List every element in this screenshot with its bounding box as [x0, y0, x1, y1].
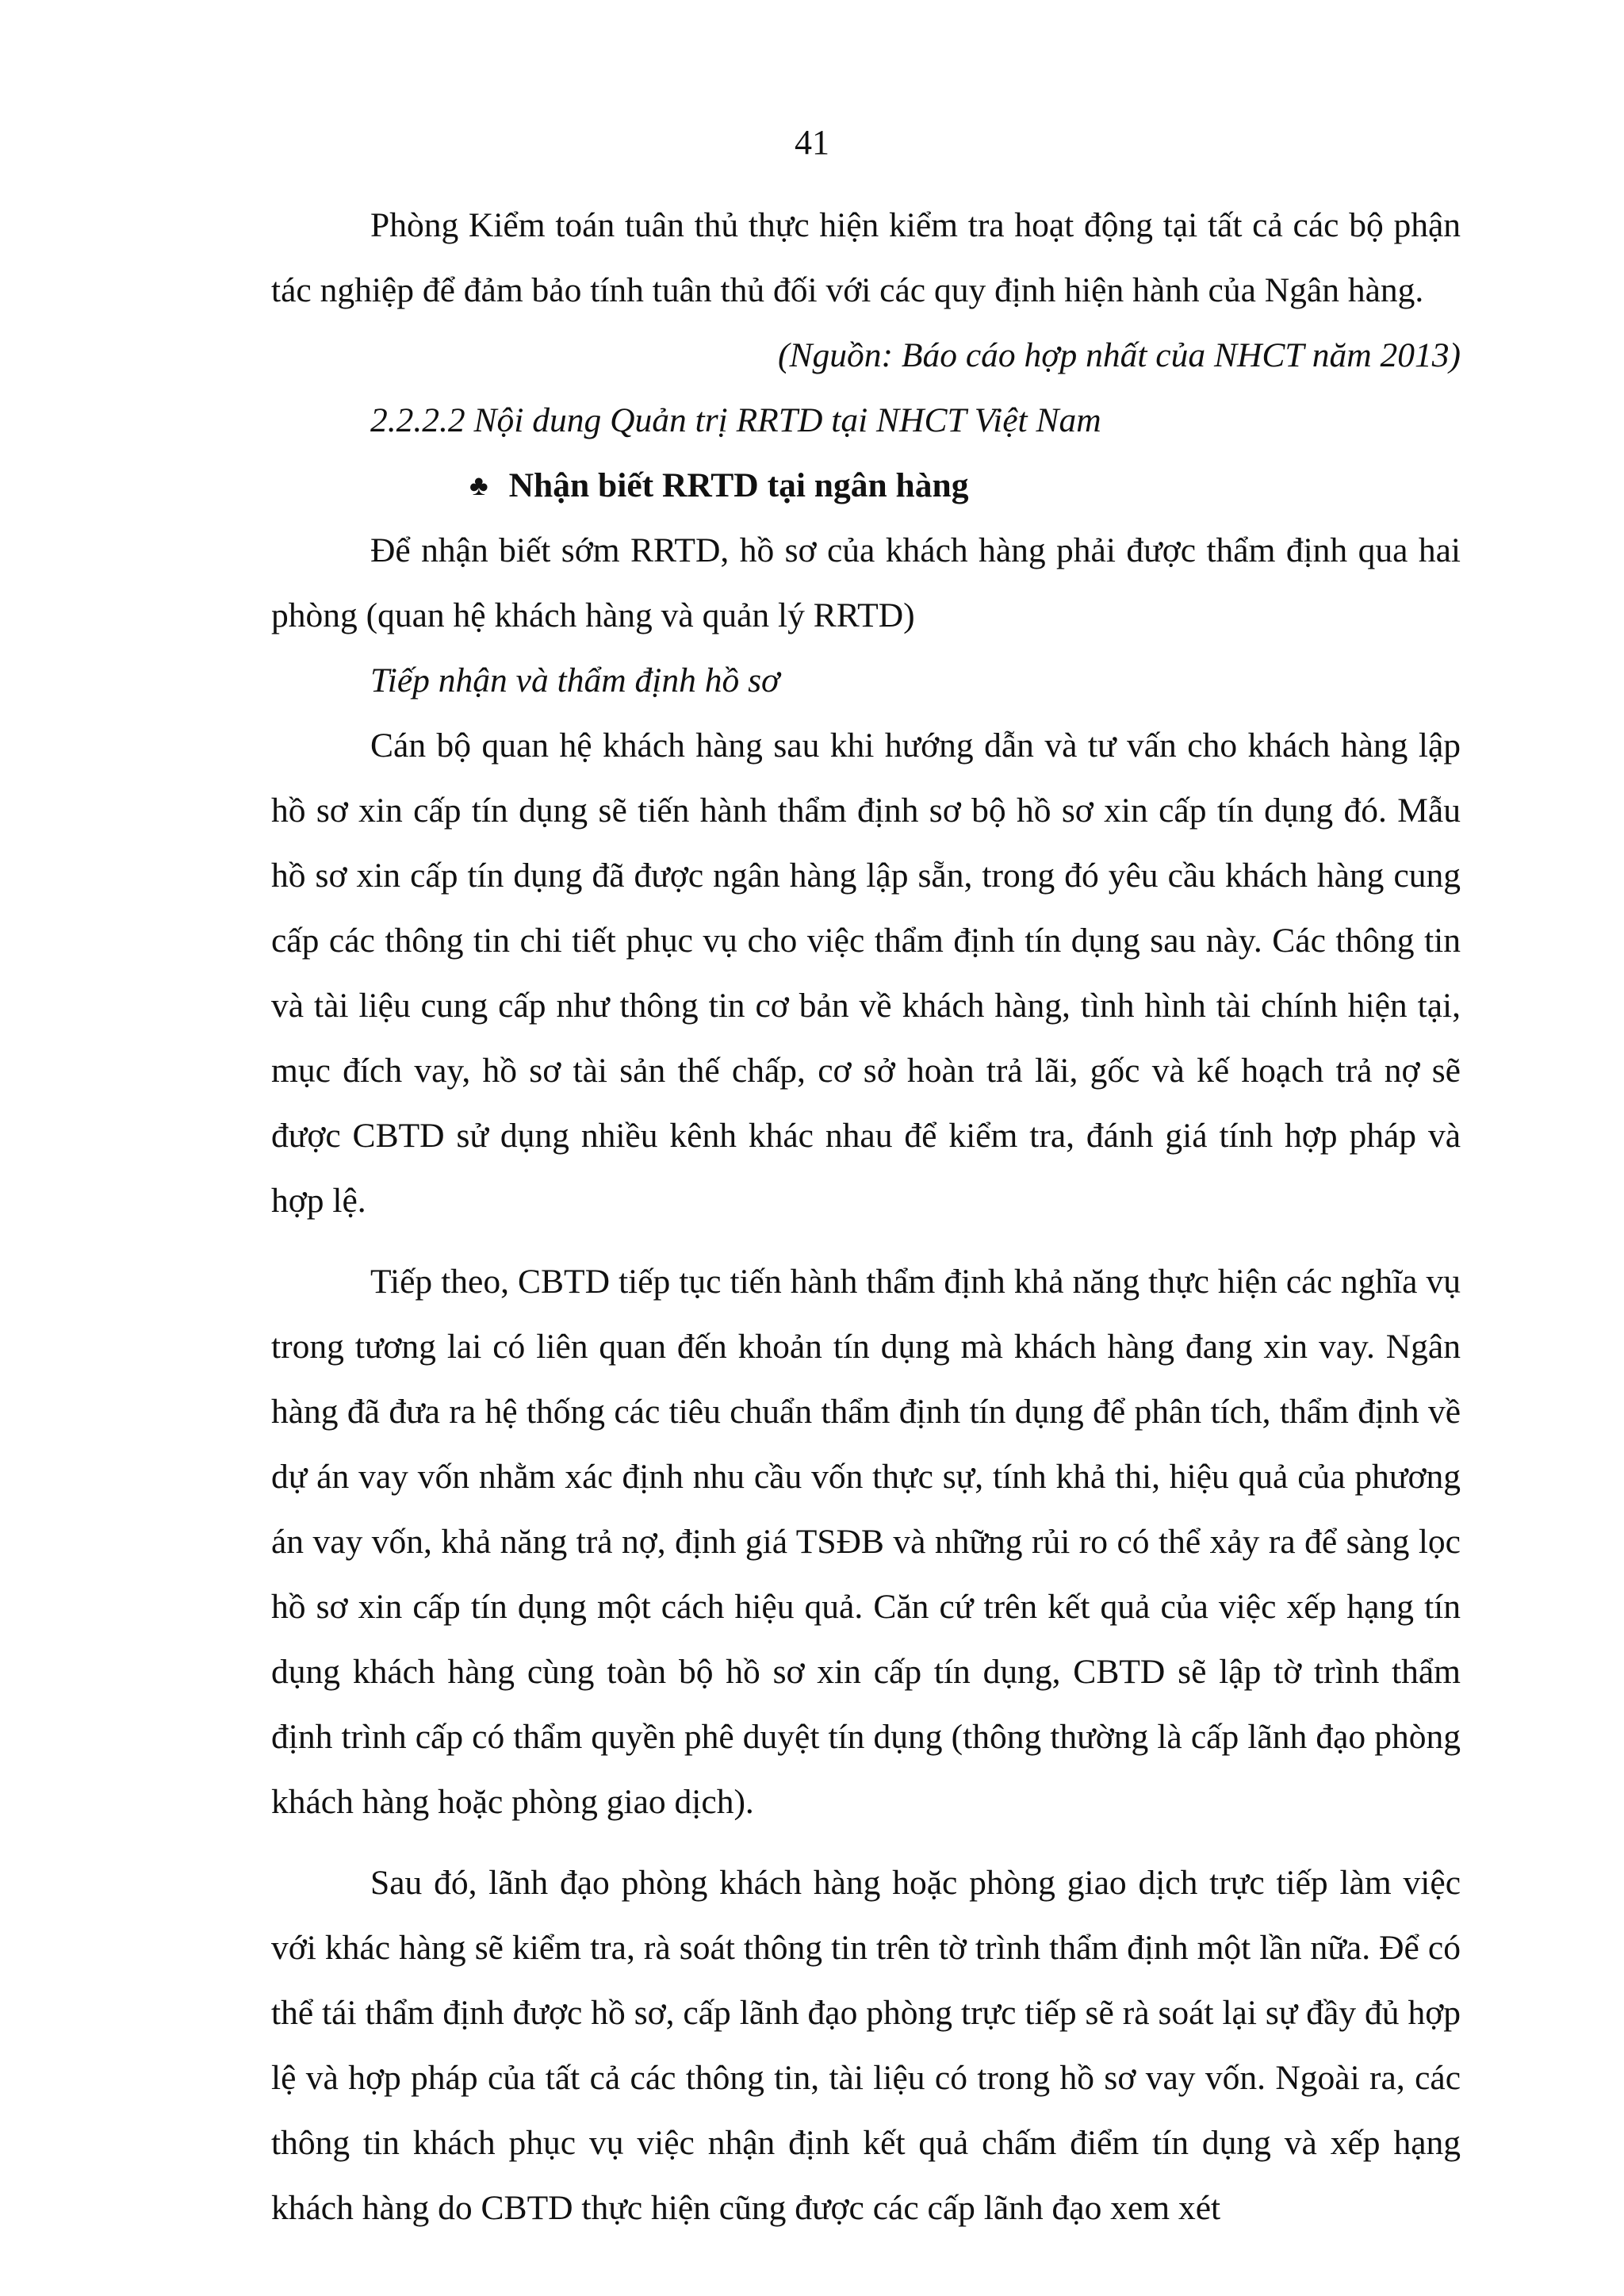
paragraph-review: Sau đó, lãnh đạo phòng khách hàng hoặc phòng giao dịch trực tiếp làm việc với khác hàng sẽ kiểm tra, rà soát thông tin trên tờ trình thẩm định một lần nữa. Để có thể tái thẩm định được hồ sơ, cấp lãnh đạo phòng trực tiếp sẽ rà soát lại sự đầy đủ hợp lệ và hợp pháp của tất cả các thông tin, tài liệu có trong hồ sơ vay vốn. Ngoài ra, các thông tin khách phục vụ việc nhận định kết quả chấm điểm tín dụng và xếp hạng khách hàng do CBTD thực hiện cũng được các cấp lãnh đạo xem xét: [271, 1864, 1461, 2227]
paragraph-audit: Phòng Kiểm toán tuân thủ thực hiện kiểm tra hoạt động tại tất cả các bộ phận tác nghiệp để đảm bảo tính tuân thủ đối với các quy định hiện hành của Ngân hàng.: [271, 206, 1461, 309]
heading-text: Nhận biết RRTD tại ngân hàng: [508, 466, 969, 504]
heading-identify-risk: [271, 453, 1461, 518]
club-icon: ♣: [469, 470, 488, 501]
page-number: 41: [795, 123, 829, 162]
section-title: 2.2.2.2 Nội dung Quản trị RRTD tại NHCT Việt Nam: [370, 401, 1101, 439]
subheading-receive-appraise: Tiếp nhận và thẩm định hồ sơ: [370, 661, 780, 700]
paragraph-officer-appraisal: Cán bộ quan hệ khách hàng sau khi hướng dẫn và tư vấn cho khách hàng lập hồ sơ xin cấp tín dụng sẽ tiến hành thẩm định sơ bộ hồ sơ xin cấp tín dụng đó. Mẫu hồ sơ xin cấp tín dụng đã được ngân hàng lập sẵn, trong đó yêu cầu khách hàng cung cấp các thông tin chi tiết phục vụ cho việc thẩm định tín dụng sau này. Các thông tin và tài liệu cung cấp như thông tin cơ bản về khách hàng, tình hình tài chính hiện tại, mục đích vay, hồ sơ tài sản thế chấp, cơ sở hoàn trả lãi, gốc và kế hoạch trả nợ sẽ được CBTD sử dụng nhiều kênh khác nhau để kiểm tra, đánh giá tính hợp pháp và hợp lệ.: [271, 726, 1461, 1220]
document-body: [271, 193, 1461, 2240]
source-citation: (Nguồn: Báo cáo hợp nhất của NHCT năm 2013): [778, 336, 1461, 374]
paragraph-next-steps: Tiếp theo, CBTD tiếp tục tiến hành thẩm định khả năng thực hiện các nghĩa vụ trong tương lai có liên quan đến khoản tín dụng mà khách hàng đang xin vay. Ngân hàng đã đưa ra hệ thống các tiêu chuẩn thẩm định tín dụng để phân tích, thẩm định về dự án vay vốn nhằm xác định nhu cầu vốn thực sự, tính khả thi, hiệu quả của phương án vay vốn, khả năng trả nợ, định giá TSĐB và những rủi ro có thể xảy ra để sàng lọc hồ sơ xin cấp tín dụng một cách hiệu quả. Căn cứ trên kết quả của việc xếp hạng tín dụng khách hàng cùng toàn bộ hồ sơ xin cấp tín dụng, CBTD sẽ lập tờ trình thẩm định trình cấp có thẩm quyền phê duyệt tín dụng (thông thường là cấp lãnh đạo phòng khách hàng hoặc phòng giao dịch).: [271, 1263, 1461, 1821]
paragraph-identify: Để nhận biết sớm RRTD, hồ sơ của khách hàng phải được thẩm định qua hai phòng (quan hệ khách hàng và quản lý RRTD): [271, 531, 1461, 634]
